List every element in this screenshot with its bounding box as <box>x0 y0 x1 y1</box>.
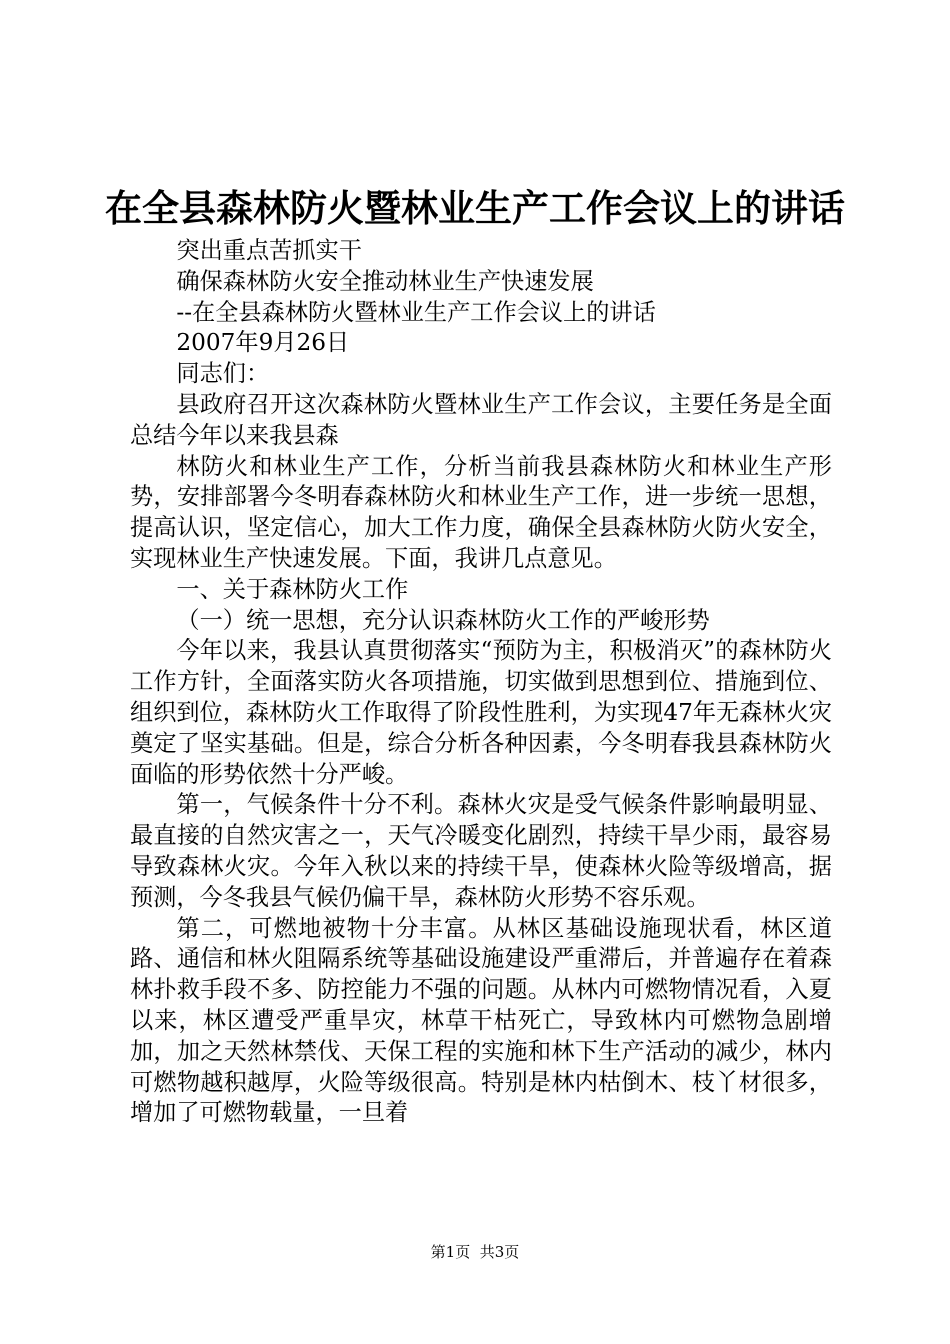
section-heading: 一、关于森林防火工作 <box>176 575 409 603</box>
subsection-heading: （一）统一思想，充分认识森林防火工作的严峻形势 <box>176 606 710 634</box>
page-footer <box>0 1242 950 1262</box>
page-number: 第1页 <box>430 1243 471 1261</box>
speech-date: 2007年9月26日 <box>176 329 350 357</box>
paragraph: 今年以来，我县认真贯彻落实“预防为主，积极消灭”的森林防火工作方针，全面落实防火各项措施，切实做到思想到位、措施到位、组织到位，森林防火工作取得了阶段性胜利，为实现47年无森林火灾奠定了坚实基础。但是，综合分析各种因素，今冬明春我县森林防火面临的形势依然十分严峻。 <box>130 637 832 788</box>
subtitle-line-1: 突出重点苦抓实干 <box>176 237 362 264</box>
paragraph: 第一，气候条件十分不利。森林火灾是受气候条件影响最明显、最直接的自然灾害之一，天气冷暖变化剧烈，持续干旱少雨，最容易导致森林火灾。今年入秋以来的持续干旱，使森林火险等级增高，据预测，今冬我县气候仍偏干旱，森林防火形势不容乐观。 <box>130 791 832 911</box>
paragraph: 第二，可燃地被物十分丰富。从林区基础设施现状看，林区道路、通信和林火阻隔系统等基础设施建设严重滞后，并普遍存在着森林扑救手段不多、防控能力不强的问题。从林内可燃物情况看，入夏以来，林区遭受严重旱灾，林草干枯死亡，导致林内可燃物急剧增加，加之天然林禁伐、天保工程的实施和林下生产活动的减少，林内可燃物越积越厚，火险等级很高。特别是林内枯倒木、枝丫材很多，增加了可燃物载量，一旦着 <box>130 914 832 1127</box>
paragraph: 林防火和林业生产工作，分析当前我县森林防火和林业生产形势，安排部署今冬明春森林防火和林业生产工作，进一步统一思想，提高认识，坚定信心，加大工作力度，确保全县森林防火防火安全，实现林业生产快速发展。下面，我讲几点意见。 <box>130 452 832 572</box>
salutation: 同志们： <box>176 360 270 388</box>
page-total: 共3页 <box>479 1243 520 1261</box>
document-title: 在全县森林防火暨林业生产工作会议上的讲话 <box>105 187 845 230</box>
footer-separator <box>470 1243 480 1261</box>
subtitle-line-2: 确保森林防火安全推动林业生产快速发展 <box>176 267 594 295</box>
subtitle-line-3: --在全县森林防火暨林业生产工作会议上的讲话 <box>176 298 656 326</box>
paragraph: 县政府召开这次森林防火暨林业生产工作会议，主要任务是全面总结今年以来我县森 <box>130 390 832 449</box>
document-body <box>130 236 832 1129</box>
